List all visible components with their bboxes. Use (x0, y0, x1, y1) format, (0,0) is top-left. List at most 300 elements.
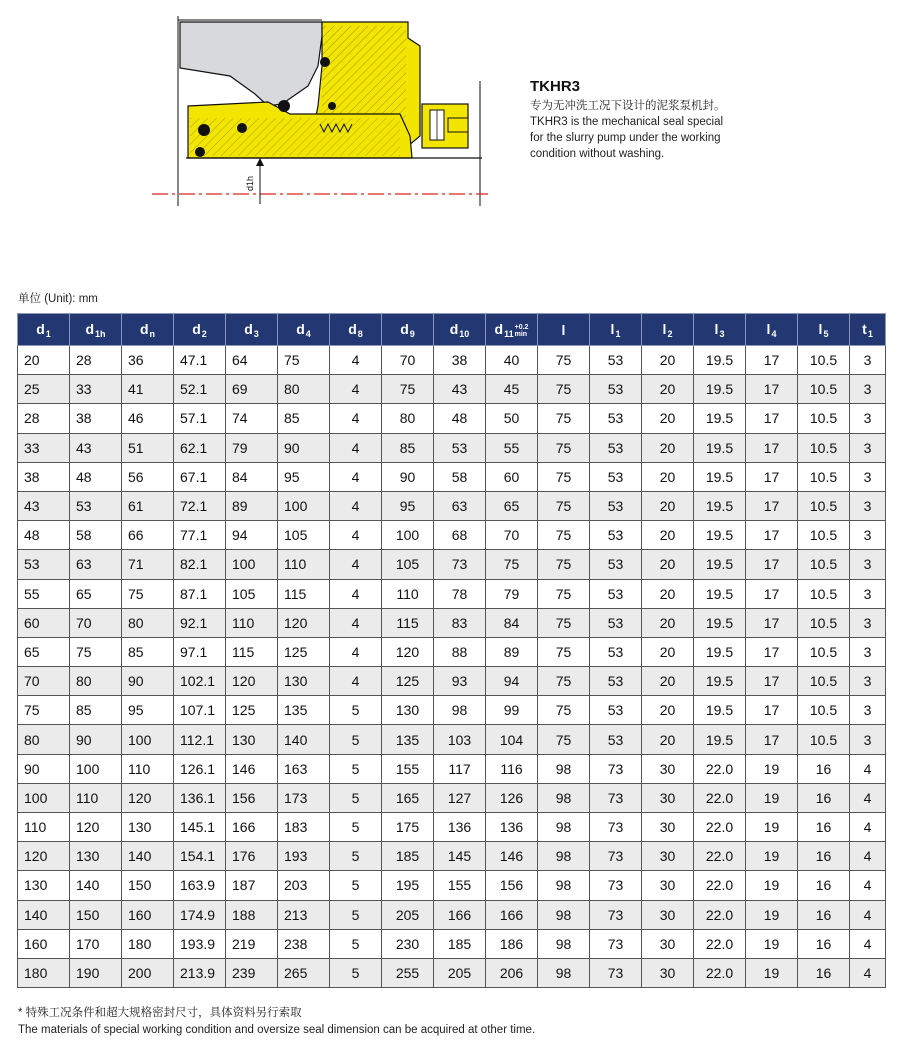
table-cell: 17 (746, 521, 798, 550)
table-cell: 265 (278, 958, 330, 987)
product-description-cn: 专为无冲洗工况下设计的泥浆泵机封。 (530, 100, 726, 112)
table-cell: 110 (70, 783, 122, 812)
table-cell: 100 (382, 521, 434, 550)
table-cell: 4 (850, 754, 886, 783)
table-cell: 60 (18, 608, 70, 637)
table-cell: 5 (330, 900, 382, 929)
table-cell: 22.0 (694, 813, 746, 842)
table-cell: 64 (226, 346, 278, 375)
table-cell: 120 (226, 667, 278, 696)
table-cell: 104 (486, 725, 538, 754)
table-cell: 90 (278, 433, 330, 462)
table-cell: 71 (122, 550, 174, 579)
table-cell: 17 (746, 462, 798, 491)
table-cell: 73 (590, 900, 642, 929)
table-cell: 20 (642, 608, 694, 637)
table-cell: 19.5 (694, 491, 746, 520)
table-cell: 175 (382, 813, 434, 842)
table-cell: 5 (330, 929, 382, 958)
table-cell: 16 (798, 813, 850, 842)
unit-label: 单位 (Unit): mm (18, 293, 98, 305)
table-row (18, 637, 886, 666)
product-caption (530, 78, 780, 162)
table-cell: 10.5 (798, 608, 850, 637)
table-cell: 66 (122, 521, 174, 550)
table-cell: 173 (278, 783, 330, 812)
column-header: $d_9$ (382, 314, 434, 346)
table-cell: 20 (642, 521, 694, 550)
seal-cross-section-drawing (150, 6, 490, 211)
table-cell: 146 (486, 842, 538, 871)
table-cell: 10.5 (798, 346, 850, 375)
table-cell: 203 (278, 871, 330, 900)
table-cell: 186 (486, 929, 538, 958)
table-cell: 239 (226, 958, 278, 987)
table-cell: 38 (434, 346, 486, 375)
table-cell: 75 (538, 375, 590, 404)
table-cell: 41 (122, 375, 174, 404)
table-cell: 125 (382, 667, 434, 696)
table-cell: 90 (382, 462, 434, 491)
table-cell: 156 (226, 783, 278, 812)
table-cell: 19.5 (694, 667, 746, 696)
table-cell: 53 (590, 433, 642, 462)
table-cell: 136.1 (174, 783, 226, 812)
table-cell: 75 (486, 550, 538, 579)
table-cell: 92.1 (174, 608, 226, 637)
table-cell: 219 (226, 929, 278, 958)
table-cell: 43 (70, 433, 122, 462)
table-cell: 22.0 (694, 871, 746, 900)
table-cell: 3 (850, 696, 886, 725)
table-cell: 4 (850, 929, 886, 958)
table-cell: 20 (18, 346, 70, 375)
table-cell: 166 (434, 900, 486, 929)
table-cell: 80 (122, 608, 174, 637)
table-cell: 150 (70, 900, 122, 929)
table-cell: 180 (18, 958, 70, 987)
table-cell: 38 (70, 404, 122, 433)
table-cell: 205 (382, 900, 434, 929)
table-cell: 4 (330, 346, 382, 375)
table-cell: 51 (122, 433, 174, 462)
table-cell: 73 (590, 958, 642, 987)
table-cell: 10.5 (798, 637, 850, 666)
table-cell: 120 (122, 783, 174, 812)
table-row (18, 842, 886, 871)
table-cell: 48 (18, 521, 70, 550)
table-cell: 22.0 (694, 842, 746, 871)
table-cell: 3 (850, 346, 886, 375)
table-cell: 22.0 (694, 783, 746, 812)
table-cell: 5 (330, 696, 382, 725)
table-cell: 120 (382, 637, 434, 666)
table-cell: 4 (330, 404, 382, 433)
table-cell: 99 (486, 696, 538, 725)
table-cell: 3 (850, 725, 886, 754)
table-row (18, 871, 886, 900)
table-cell: 53 (434, 433, 486, 462)
table-cell: 105 (382, 550, 434, 579)
table-cell: 205 (434, 958, 486, 987)
table-cell: 55 (18, 579, 70, 608)
table-cell: 10.5 (798, 579, 850, 608)
product-model: TKHR3 (530, 78, 581, 95)
table-cell: 3 (850, 637, 886, 666)
table-cell: 73 (590, 871, 642, 900)
column-header: $l_4$ (746, 314, 798, 346)
table-cell: 20 (642, 550, 694, 579)
table-cell: 165 (382, 783, 434, 812)
table-row (18, 433, 886, 462)
table-row (18, 404, 886, 433)
table-cell: 17 (746, 404, 798, 433)
table-cell: 20 (642, 346, 694, 375)
table-cell: 19.5 (694, 550, 746, 579)
table-cell: 4 (330, 433, 382, 462)
table-cell: 75 (18, 696, 70, 725)
table-cell: 102.1 (174, 667, 226, 696)
dimension-label-d1h: d1h (245, 175, 255, 191)
table-cell: 110 (382, 579, 434, 608)
table-cell: 85 (70, 696, 122, 725)
table-cell: 46 (122, 404, 174, 433)
column-header: $d_8$ (330, 314, 382, 346)
column-header: l (538, 314, 590, 346)
product-description-en-1: TKHR3 is the mechanical seal special (530, 116, 724, 128)
table-row (18, 725, 886, 754)
table-cell: 115 (278, 579, 330, 608)
table-cell: 156 (486, 871, 538, 900)
table-cell: 30 (642, 929, 694, 958)
table-cell: 70 (486, 521, 538, 550)
table-cell: 190 (70, 958, 122, 987)
table-cell: 28 (70, 346, 122, 375)
table-cell: 19.5 (694, 637, 746, 666)
table-cell: 10.5 (798, 521, 850, 550)
table-cell: 53 (590, 346, 642, 375)
table-cell: 17 (746, 346, 798, 375)
table-cell: 125 (278, 637, 330, 666)
table-cell: 77.1 (174, 521, 226, 550)
table-cell: 75 (538, 404, 590, 433)
table-cell: 103 (434, 725, 486, 754)
table-cell: 155 (434, 871, 486, 900)
table-cell: 22.0 (694, 900, 746, 929)
table-cell: 74 (226, 404, 278, 433)
table-cell: 100 (122, 725, 174, 754)
table-cell: 25 (18, 375, 70, 404)
table-cell: 110 (122, 754, 174, 783)
table-cell: 85 (278, 404, 330, 433)
table-cell: 3 (850, 667, 886, 696)
table-cell: 3 (850, 491, 886, 520)
table-cell: 4 (850, 958, 886, 987)
table-cell: 73 (590, 842, 642, 871)
column-header: $d_{10}$ (434, 314, 486, 346)
table-row (18, 696, 886, 725)
table-cell: 90 (122, 667, 174, 696)
table-cell: 17 (746, 491, 798, 520)
dimension-table (17, 313, 886, 988)
table-cell: 17 (746, 579, 798, 608)
table-cell: 20 (642, 667, 694, 696)
table-cell: 30 (642, 871, 694, 900)
table-cell: 40 (486, 346, 538, 375)
table-cell: 16 (798, 783, 850, 812)
table-cell: 30 (642, 813, 694, 842)
table-cell: 185 (434, 929, 486, 958)
table-cell: 130 (122, 813, 174, 842)
table-cell: 20 (642, 462, 694, 491)
table-cell: 87.1 (174, 579, 226, 608)
column-header: $l_3$ (694, 314, 746, 346)
table-cell: 3 (850, 521, 886, 550)
table-cell: 65 (70, 579, 122, 608)
table-cell: 4 (850, 871, 886, 900)
table-cell: 5 (330, 754, 382, 783)
table-cell: 19.5 (694, 521, 746, 550)
table-cell: 73 (590, 783, 642, 812)
table-cell: 19 (746, 929, 798, 958)
column-header: $d_3$ (226, 314, 278, 346)
table-cell: 83 (434, 608, 486, 637)
table-cell: 17 (746, 637, 798, 666)
table-cell: 4 (850, 842, 886, 871)
table-cell: 20 (642, 375, 694, 404)
table-cell: 98 (538, 842, 590, 871)
table-cell: 67.1 (174, 462, 226, 491)
column-header: $d_4$ (278, 314, 330, 346)
table-cell: 53 (590, 375, 642, 404)
table-cell: 4 (850, 813, 886, 842)
table-cell: 19.5 (694, 725, 746, 754)
table-cell: 20 (642, 637, 694, 666)
table-cell: 10.5 (798, 491, 850, 520)
table-cell: 75 (278, 346, 330, 375)
table-cell: 53 (590, 521, 642, 550)
table-cell: 17 (746, 375, 798, 404)
table-cell: 98 (538, 754, 590, 783)
table-cell: 193.9 (174, 929, 226, 958)
table-cell: 10.5 (798, 375, 850, 404)
table-cell: 130 (226, 725, 278, 754)
table-cell: 53 (590, 667, 642, 696)
table-cell: 5 (330, 871, 382, 900)
table-cell: 36 (122, 346, 174, 375)
table-cell: 120 (18, 842, 70, 871)
table-cell: 187 (226, 871, 278, 900)
table-cell: 19.5 (694, 375, 746, 404)
column-header: $l_2$ (642, 314, 694, 346)
table-cell: 98 (538, 813, 590, 842)
table-cell: 58 (434, 462, 486, 491)
table-cell: 230 (382, 929, 434, 958)
table-cell: 97.1 (174, 637, 226, 666)
table-cell: 3 (850, 375, 886, 404)
table-cell: 61 (122, 491, 174, 520)
table-cell: 3 (850, 608, 886, 637)
table-cell: 89 (486, 637, 538, 666)
table-cell: 95 (278, 462, 330, 491)
column-header: $l_1$ (590, 314, 642, 346)
table-cell: 255 (382, 958, 434, 987)
column-header: $l_5$ (798, 314, 850, 346)
table-cell: 75 (538, 696, 590, 725)
table-cell: 73 (434, 550, 486, 579)
table-row (18, 754, 886, 783)
table-row (18, 491, 886, 520)
table-row (18, 579, 886, 608)
table-cell: 75 (122, 579, 174, 608)
table-cell: 140 (18, 900, 70, 929)
table-cell: 188 (226, 900, 278, 929)
table-cell: 22.0 (694, 929, 746, 958)
table-cell: 145 (434, 842, 486, 871)
table-cell: 4 (330, 375, 382, 404)
table-cell: 30 (642, 900, 694, 929)
table-cell: 53 (590, 491, 642, 520)
table-cell: 135 (278, 696, 330, 725)
table-cell: 75 (382, 375, 434, 404)
table-cell: 79 (226, 433, 278, 462)
table-cell: 200 (122, 958, 174, 987)
table-cell: 126.1 (174, 754, 226, 783)
table-cell: 5 (330, 958, 382, 987)
table-cell: 4 (850, 900, 886, 929)
table-cell: 75 (538, 462, 590, 491)
table-row (18, 346, 886, 375)
table-cell: 50 (486, 404, 538, 433)
column-header: $t_1$ (850, 314, 886, 346)
footnote-en: The materials of special working condition and oversize seal dimension can be acquired at other time. (18, 1024, 536, 1036)
table-cell: 28 (18, 404, 70, 433)
table-cell: 125 (226, 696, 278, 725)
table-cell: 5 (330, 783, 382, 812)
table-cell: 98 (538, 871, 590, 900)
table-cell: 88 (434, 637, 486, 666)
table-cell: 53 (70, 491, 122, 520)
table-cell: 85 (122, 637, 174, 666)
table-cell: 130 (70, 842, 122, 871)
table-cell: 17 (746, 433, 798, 462)
table-cell: 20 (642, 579, 694, 608)
table-cell: 22.0 (694, 958, 746, 987)
table-cell: 17 (746, 696, 798, 725)
table-cell: 19.5 (694, 404, 746, 433)
table-cell: 4 (850, 783, 886, 812)
table-cell: 17 (746, 667, 798, 696)
table-cell: 193 (278, 842, 330, 871)
table-row (18, 462, 886, 491)
table-cell: 140 (278, 725, 330, 754)
table-cell: 57.1 (174, 404, 226, 433)
table-cell: 110 (226, 608, 278, 637)
table-cell: 85 (382, 433, 434, 462)
table-cell: 4 (330, 667, 382, 696)
table-cell: 75 (538, 491, 590, 520)
table-cell: 10.5 (798, 404, 850, 433)
table-cell: 90 (18, 754, 70, 783)
table-cell: 20 (642, 433, 694, 462)
table-cell: 20 (642, 696, 694, 725)
table-cell: 53 (590, 579, 642, 608)
table-row (18, 783, 886, 812)
table-cell: 19 (746, 958, 798, 987)
table-cell: 80 (278, 375, 330, 404)
table-cell: 10.5 (798, 667, 850, 696)
table-cell: 16 (798, 929, 850, 958)
table-cell: 75 (538, 637, 590, 666)
table-cell: 3 (850, 433, 886, 462)
table-cell: 183 (278, 813, 330, 842)
table-cell: 75 (538, 608, 590, 637)
table-cell: 136 (486, 813, 538, 842)
table-cell: 98 (434, 696, 486, 725)
table-cell: 53 (590, 462, 642, 491)
table-cell: 43 (434, 375, 486, 404)
table-cell: 48 (434, 404, 486, 433)
table-cell: 30 (642, 783, 694, 812)
table-cell: 48 (70, 462, 122, 491)
footnote (18, 1005, 535, 1039)
table-cell: 127 (434, 783, 486, 812)
table-cell: 19 (746, 754, 798, 783)
table-cell: 130 (18, 871, 70, 900)
table-cell: 16 (798, 754, 850, 783)
table-cell: 60 (486, 462, 538, 491)
table-cell: 160 (122, 900, 174, 929)
table-cell: 115 (382, 608, 434, 637)
table-cell: 80 (70, 667, 122, 696)
table-cell: 33 (18, 433, 70, 462)
table-cell: 16 (798, 900, 850, 929)
table-cell: 63 (434, 491, 486, 520)
table-cell: 55 (486, 433, 538, 462)
table-cell: 73 (590, 754, 642, 783)
table-row (18, 929, 886, 958)
table-cell: 145.1 (174, 813, 226, 842)
table-cell: 75 (538, 346, 590, 375)
table-cell: 53 (590, 550, 642, 579)
table-cell: 17 (746, 550, 798, 579)
table-cell: 4 (330, 637, 382, 666)
table-cell: 19.5 (694, 462, 746, 491)
table-cell: 82.1 (174, 550, 226, 579)
table-cell: 53 (590, 608, 642, 637)
table-cell: 38 (18, 462, 70, 491)
table-cell: 70 (70, 608, 122, 637)
table-cell: 75 (70, 637, 122, 666)
table-cell: 174.9 (174, 900, 226, 929)
table-cell: 62.1 (174, 433, 226, 462)
table-cell: 4 (330, 491, 382, 520)
table-cell: 238 (278, 929, 330, 958)
table-cell: 16 (798, 871, 850, 900)
table-cell: 20 (642, 725, 694, 754)
table-cell: 4 (330, 462, 382, 491)
table-cell: 120 (278, 608, 330, 637)
table-cell: 19 (746, 871, 798, 900)
table-cell: 78 (434, 579, 486, 608)
table-cell: 10.5 (798, 696, 850, 725)
table-cell: 195 (382, 871, 434, 900)
column-header: $d_2$ (174, 314, 226, 346)
table-cell: 53 (590, 725, 642, 754)
table-cell: 75 (538, 579, 590, 608)
table-cell: 84 (226, 462, 278, 491)
table-cell: 163.9 (174, 871, 226, 900)
